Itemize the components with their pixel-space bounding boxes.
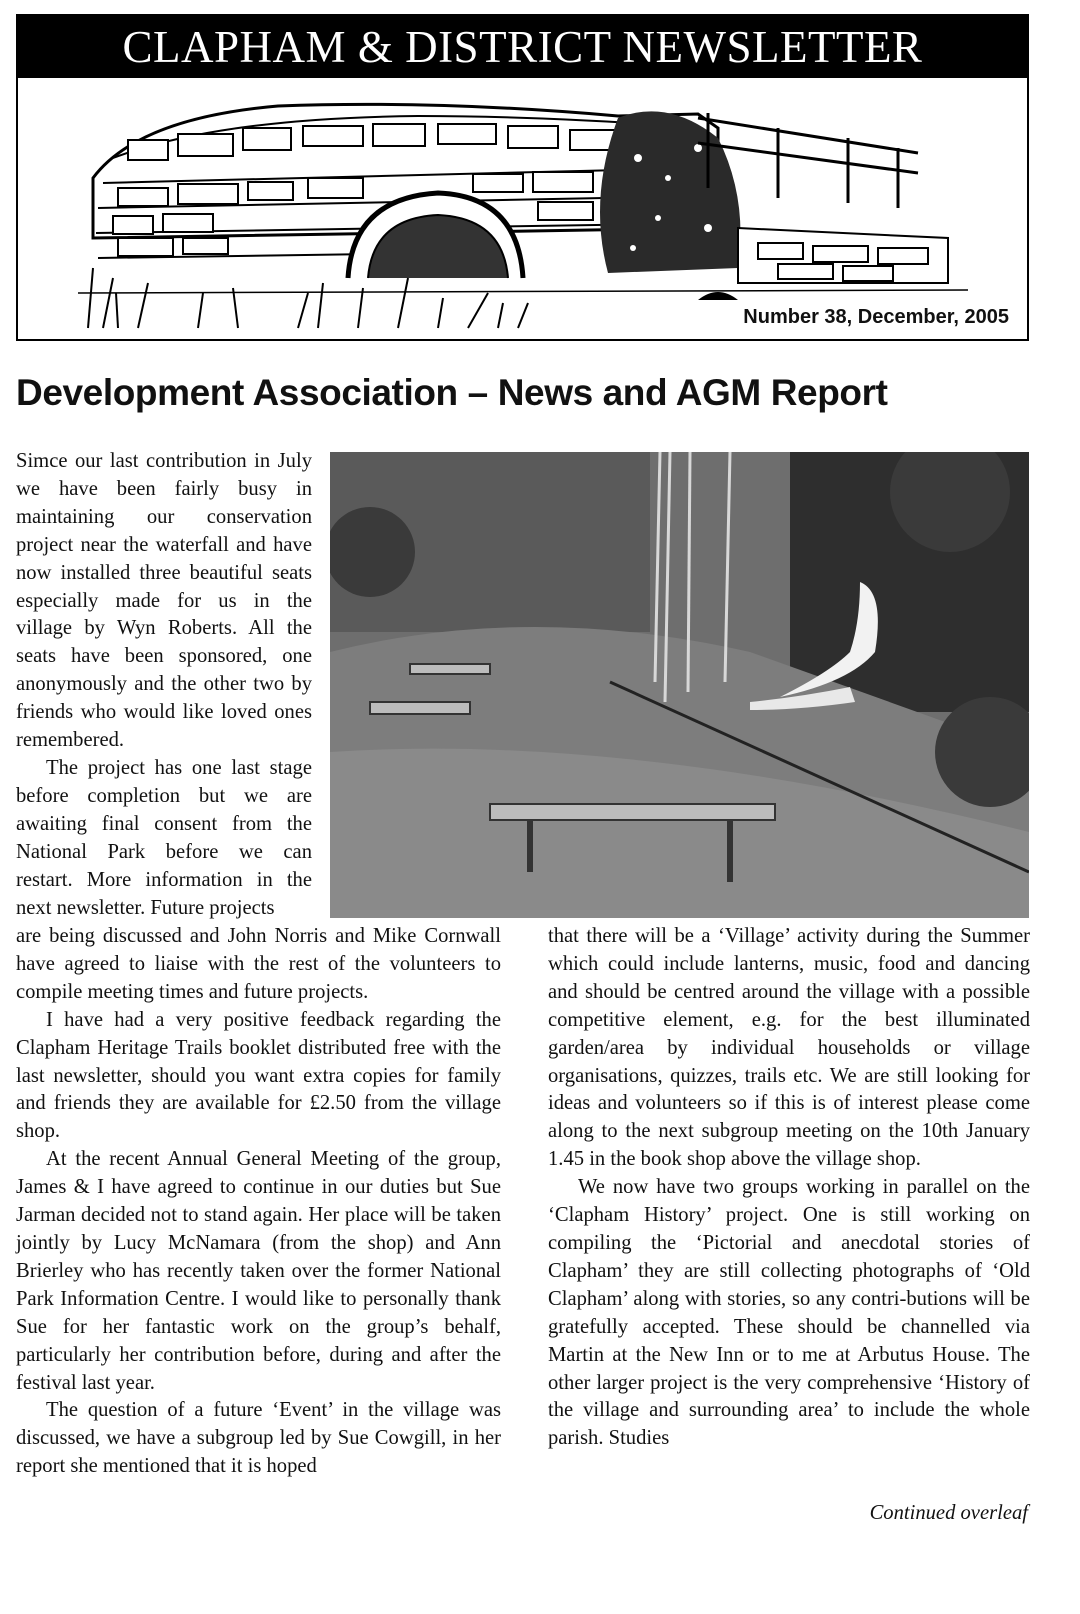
paragraph: Simce our last contribution in July we have been fairly busy in maintaining our conservation project near the waterfall and have now installed three beautiful seats especially made for us in the village by Wyn Roberts. All the seats have been sponsored, one anonymously and the other two by friends who would like loved ones remembered. — [16, 450, 312, 752]
article-column-right — [548, 923, 1030, 1453]
paragraph: We now have two groups working in parallel on the ‘Clapham History’ project. One is still working on compiling the ‘Pictorial and anecdotal stories of Clapham’ they are still collecting photographs of ‘Old Clapham’ along with stories, so any contri-butions will be gratefully accepted. These should be channelled via Martin at the New Inn or to me at Arbutus House. The other larger project is the very comprehensive ‘History of the village and surrounding area’ to include the whole parish. Studies — [548, 1176, 1030, 1450]
paragraph: At the recent Annual General Meeting of the group, James & I have agreed to continue in our duties but Sue Jarman decided not to stand again. Her place will be taken jointly by Lucy McNamara (from the shop) and Ann Brierley who has recently taken over the former National Park Information Centre. I would like to personally thank Sue for her fantastic work on the group’s behalf, particularly her contribution before, during and after the festival last year. — [16, 1148, 501, 1394]
paragraph: I have had a very positive feedback regarding the Clapham Heritage Trails booklet distributed free with the last newsletter, should you want extra copies for family and friends they are available for £2.50 from the village shop. — [16, 1008, 501, 1143]
paragraph: The question of a future ‘Event’ in the village was discussed, we have a subgroup led by Sue Cowgill, in her report she mentioned that it is hoped — [16, 1399, 501, 1478]
paragraph: that there will be a ‘Village’ activity during the Summer which could include lanterns, music, food and dancing and should be centred around the village with a possible competitive element, e.g. for the best illuminated garden/area by individual households or village organisations, quizzes, trails etc. We are still looking for ideas and volunteers so if this is of interest please come along to the next subgroup meeting on the 10th January 1.45 in the book shop above the village shop. — [548, 925, 1030, 1171]
continued-overleaf: Continued overleaf — [869, 1502, 1028, 1524]
masthead — [16, 14, 1029, 341]
paragraph: The project has one last stage before completion but we are awaiting final consent from the National Park before we can restart. More information in the next newsletter. Future projects — [16, 756, 312, 919]
issue-number: Number 38, December, 2005 — [743, 306, 1009, 328]
newsletter-title: CLAPHAM & DISTRICT NEWSLETTER — [18, 16, 1027, 78]
stone-bridge-illustration — [18, 78, 1027, 339]
article-headline: Development Association – News and AGM Report — [16, 372, 888, 413]
paragraph: are being discussed and John Norris and Mike Cornwall have agreed to liaise with the rest of the volunteers to compile meeting times and future projects. — [16, 925, 501, 1003]
waterfall-benches-photo — [330, 452, 1029, 918]
article-column-left-narrow — [16, 448, 312, 922]
article-column-left-wide — [16, 923, 501, 1481]
